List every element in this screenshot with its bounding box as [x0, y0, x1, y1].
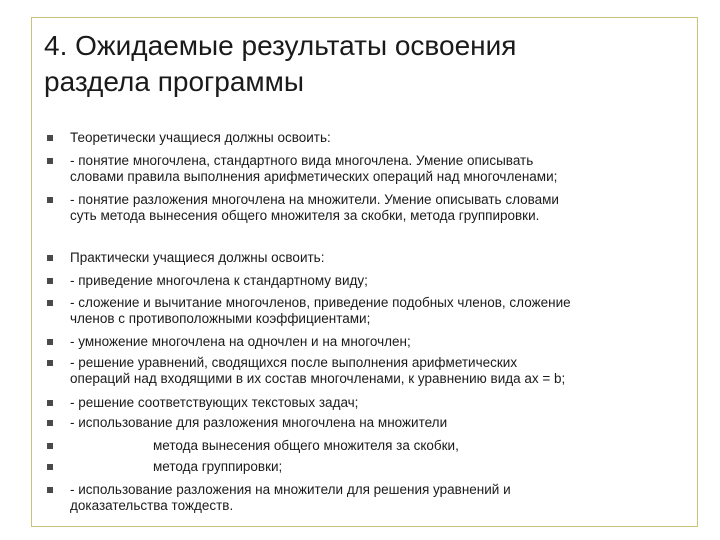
- bullet-marker-icon: [47, 158, 53, 164]
- list-item-text: - использование разложения на множители для решения уравнений и доказательства тождеств.: [70, 482, 511, 513]
- title-line-2: раздела программы: [44, 66, 305, 97]
- bullet-marker-icon: [47, 360, 53, 366]
- title-line-1: 4. Ожидаемые результаты освоения: [44, 30, 517, 61]
- bullet-marker-icon: [47, 420, 53, 426]
- list-item-text: - приведение многочлена к стандартному виду;: [70, 273, 368, 288]
- list-item-text: - понятие разложения многочлена на множители. Умение описывать словами суть метода вынесения общего множителя за скобки, метода группировки.: [70, 192, 559, 223]
- bullet-marker-icon: [47, 197, 53, 203]
- list-item-text: - использование для разложения многочлена на множители: [70, 415, 448, 430]
- list-item-text: - понятие многочлена, стандартного вида многочлена. Умение описывать словами правила выполнения арифметических операций над многочленами;: [70, 153, 558, 184]
- bullet-marker-icon: [47, 278, 53, 284]
- bullet-marker-icon: [47, 300, 53, 306]
- list-item-text: - решение соответствующих текстовых задач;: [70, 395, 359, 410]
- bullet-marker-icon: [47, 255, 53, 261]
- list-item-text: - умножение многочлена на одночлен и на многочлен;: [70, 334, 411, 349]
- bullet-marker-icon: [47, 339, 53, 345]
- list-item-text: Практически учащиеся должны освоить:: [70, 250, 325, 265]
- bullet-marker-icon: [47, 464, 53, 470]
- list-item-text: метода группировки;: [153, 459, 283, 474]
- bullet-marker-icon: [47, 487, 53, 493]
- list-item-text: метода вынесения общего множителя за скобки,: [153, 438, 459, 453]
- bullet-marker-icon: [47, 443, 53, 449]
- list-item-text: - сложение и вычитание многочленов, приведение подобных членов, сложение членов с противоположными коэффициентами;: [70, 295, 571, 326]
- bullet-marker-icon: [47, 400, 53, 406]
- list-item-text: Теоретически учащиеся должны освоить:: [70, 130, 331, 145]
- bullet-marker-icon: [47, 135, 53, 141]
- list-item-text: - решение уравнений, сводящихся после выполнения арифметических операций над входящими в их состав многочленами, к уравнению вида ах = b;: [70, 355, 566, 386]
